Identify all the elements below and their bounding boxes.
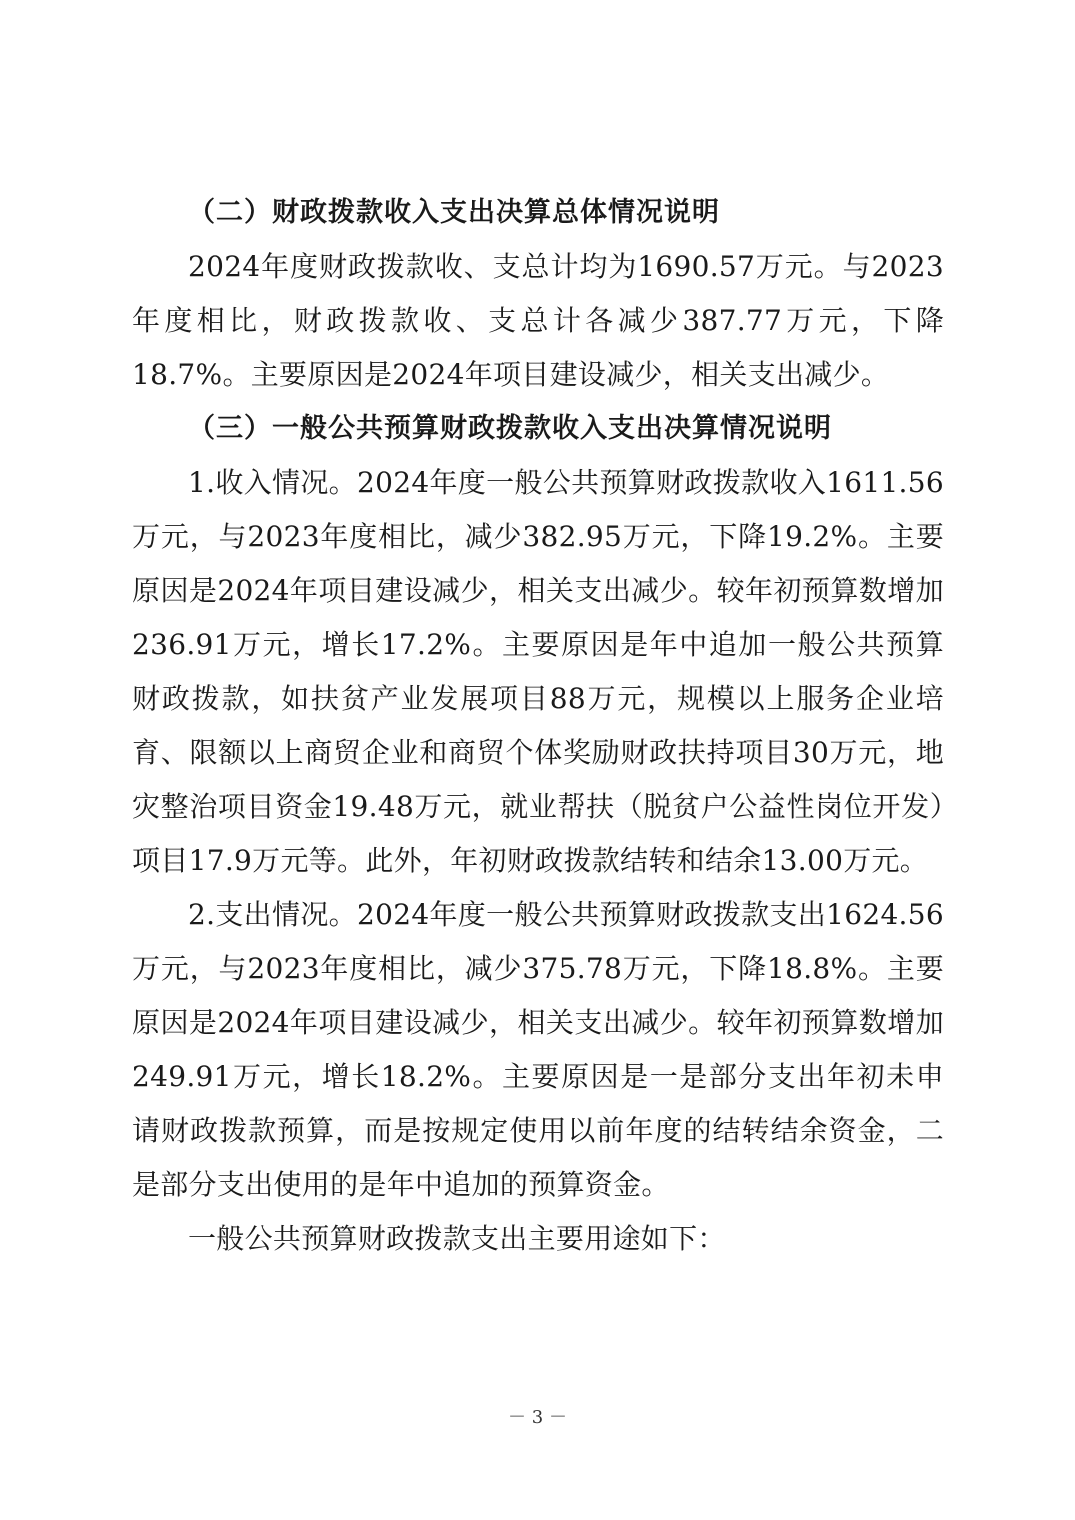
section-heading-3: （三）一般公共预算财政拨款收入支出决算情况说明 xyxy=(188,413,832,444)
section-heading-2: （二）财政拨款收入支出决算总体情况说明 xyxy=(188,197,720,228)
paragraph-total-overview: 2024年度财政拨款收、支总计均为1690.57万元。与2023年度相比，财政拨款收、支总计各减少387.77万元，下降18.7%。主要原因是2024年项目建设减少，相关支出减少。 xyxy=(132,250,944,391)
page-number: － 3 － xyxy=(508,1407,567,1428)
paragraph-expenditure: 2.支出情况。2024年度一般公共预算财政拨款支出1624.56万元，与2023年度相比，减少375.78万元，下降18.8%。主要原因是2024年项目建设减少，相关支出减少。较年初预算数增加249.91万元，增长18.2%。主要原因是一是部分支出年初未申请财政拨款预算，而是按规定使用以前年度的结转结余资金，二是部分支出使用的是年中追加的预算资金。 xyxy=(132,898,944,1201)
paragraph-usage-intro: 一般公共预算财政拨款支出主要用途如下： xyxy=(188,1222,726,1255)
paragraph-income: 1.收入情况。2024年度一般公共预算财政拨款收入1611.56万元，与2023年度相比，减少382.95万元，下降19.2%。主要原因是2024年项目建设减少，相关支出减少。较年初预算数增加236.91万元，增长17.2%。主要原因是年中追加一般公共预算财政拨款，如扶贫产业发展项目88万元，规模以上服务企业培育、限额以上商贸企业和商贸个体奖励财政扶持项目30万元，地灾整治项目资金19.48万元，就业帮扶（脱贫户公益性岗位开发）项目17.9万元等。此外，年初财政拨款结转和结余13.00万元。 xyxy=(132,466,944,877)
document-body xyxy=(132,186,944,1266)
